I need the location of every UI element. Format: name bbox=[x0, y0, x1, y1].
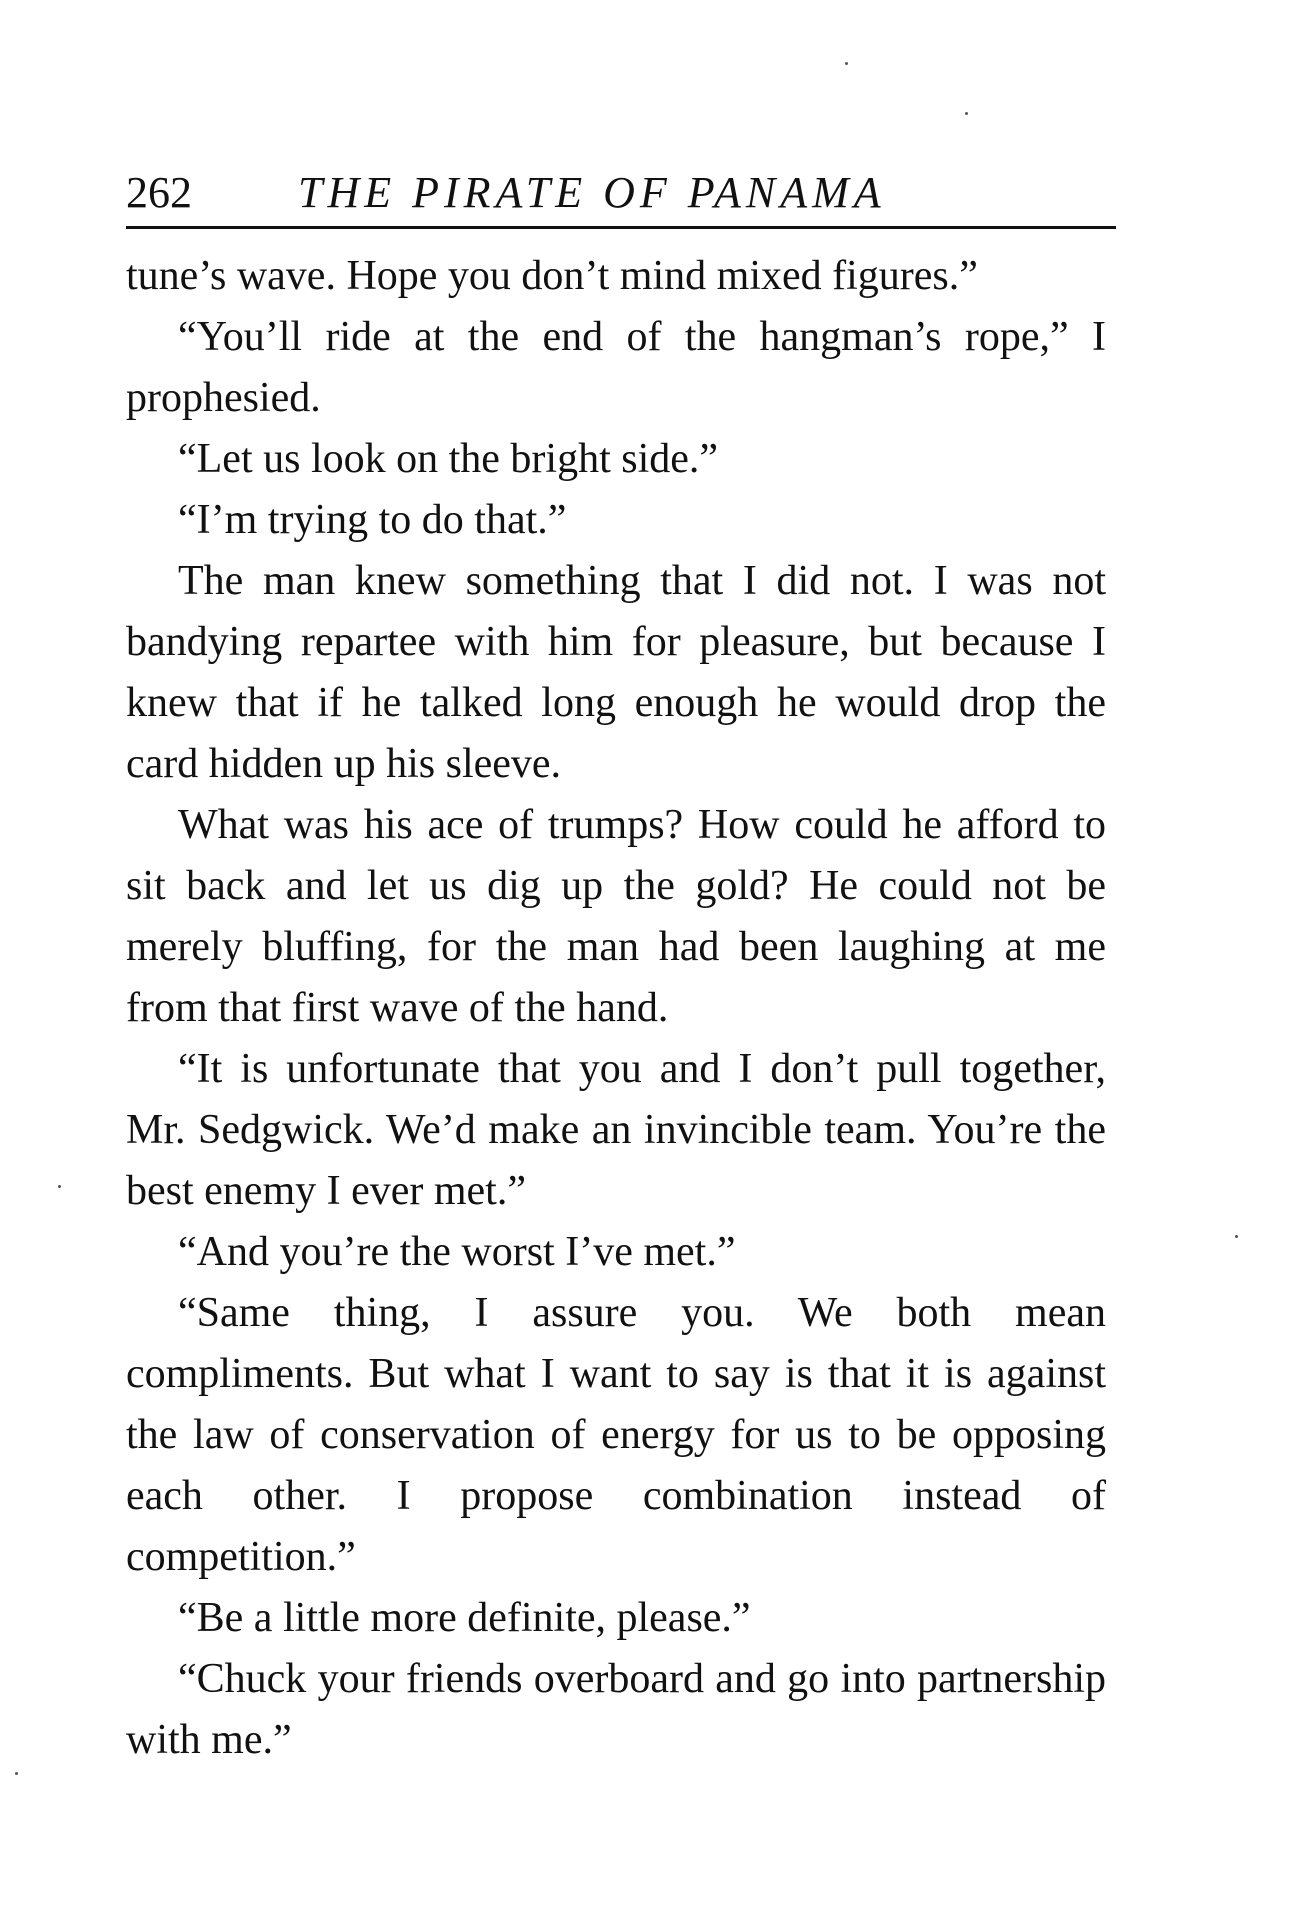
paragraph: tune’s wave. Hope you don’t mind mixed figures.” bbox=[126, 253, 978, 299]
page-header bbox=[126, 160, 1116, 229]
paragraph: “Be a little more definite, please.” bbox=[178, 1595, 751, 1641]
paragraph: “I’m trying to do that.” bbox=[178, 497, 567, 543]
paragraph: The man knew something that I did not. I was not bandying repartee with him for pleasure, but because I knew that if he talked long enough he would drop the card hidden up his sleeve. bbox=[126, 558, 1106, 787]
paper-speck bbox=[965, 112, 968, 115]
paper-speck bbox=[845, 62, 848, 65]
paragraph: “And you’re the worst I’ve met.” bbox=[178, 1229, 736, 1275]
paragraph: “You’ll ride at the end of the hangman’s rope,” I prophesied. bbox=[126, 314, 1106, 421]
paper-speck bbox=[15, 1772, 18, 1775]
paragraph: “Same thing, I assure you. We both mean compliments. But what I want to say is that it is against the law of conservation of energy for us to be opposing each other. I propose combination instead of competition.” bbox=[126, 1290, 1106, 1580]
page-number: 262 bbox=[126, 168, 192, 217]
paragraph: “Chuck your friends overboard and go into partnership with me.” bbox=[126, 1656, 1106, 1763]
paragraph: “Let us look on the bright side.” bbox=[178, 436, 719, 482]
paragraph: What was his ace of trumps? How could he afford to sit back and let us dig up the gold? He could not be merely bluffing, for the man had been laughing at me from that first wave of the hand. bbox=[126, 802, 1106, 1031]
paper-speck bbox=[58, 1185, 61, 1188]
paper-speck bbox=[1235, 1235, 1238, 1238]
paragraph: “It is unfortunate that you and I don’t pull together, Mr. Sedgwick. We’d make an invincible team. You’re the best enemy I ever met.” bbox=[126, 1046, 1106, 1214]
body-text bbox=[126, 246, 1106, 1771]
running-title: THE PIRATE OF PANAMA bbox=[298, 168, 886, 217]
